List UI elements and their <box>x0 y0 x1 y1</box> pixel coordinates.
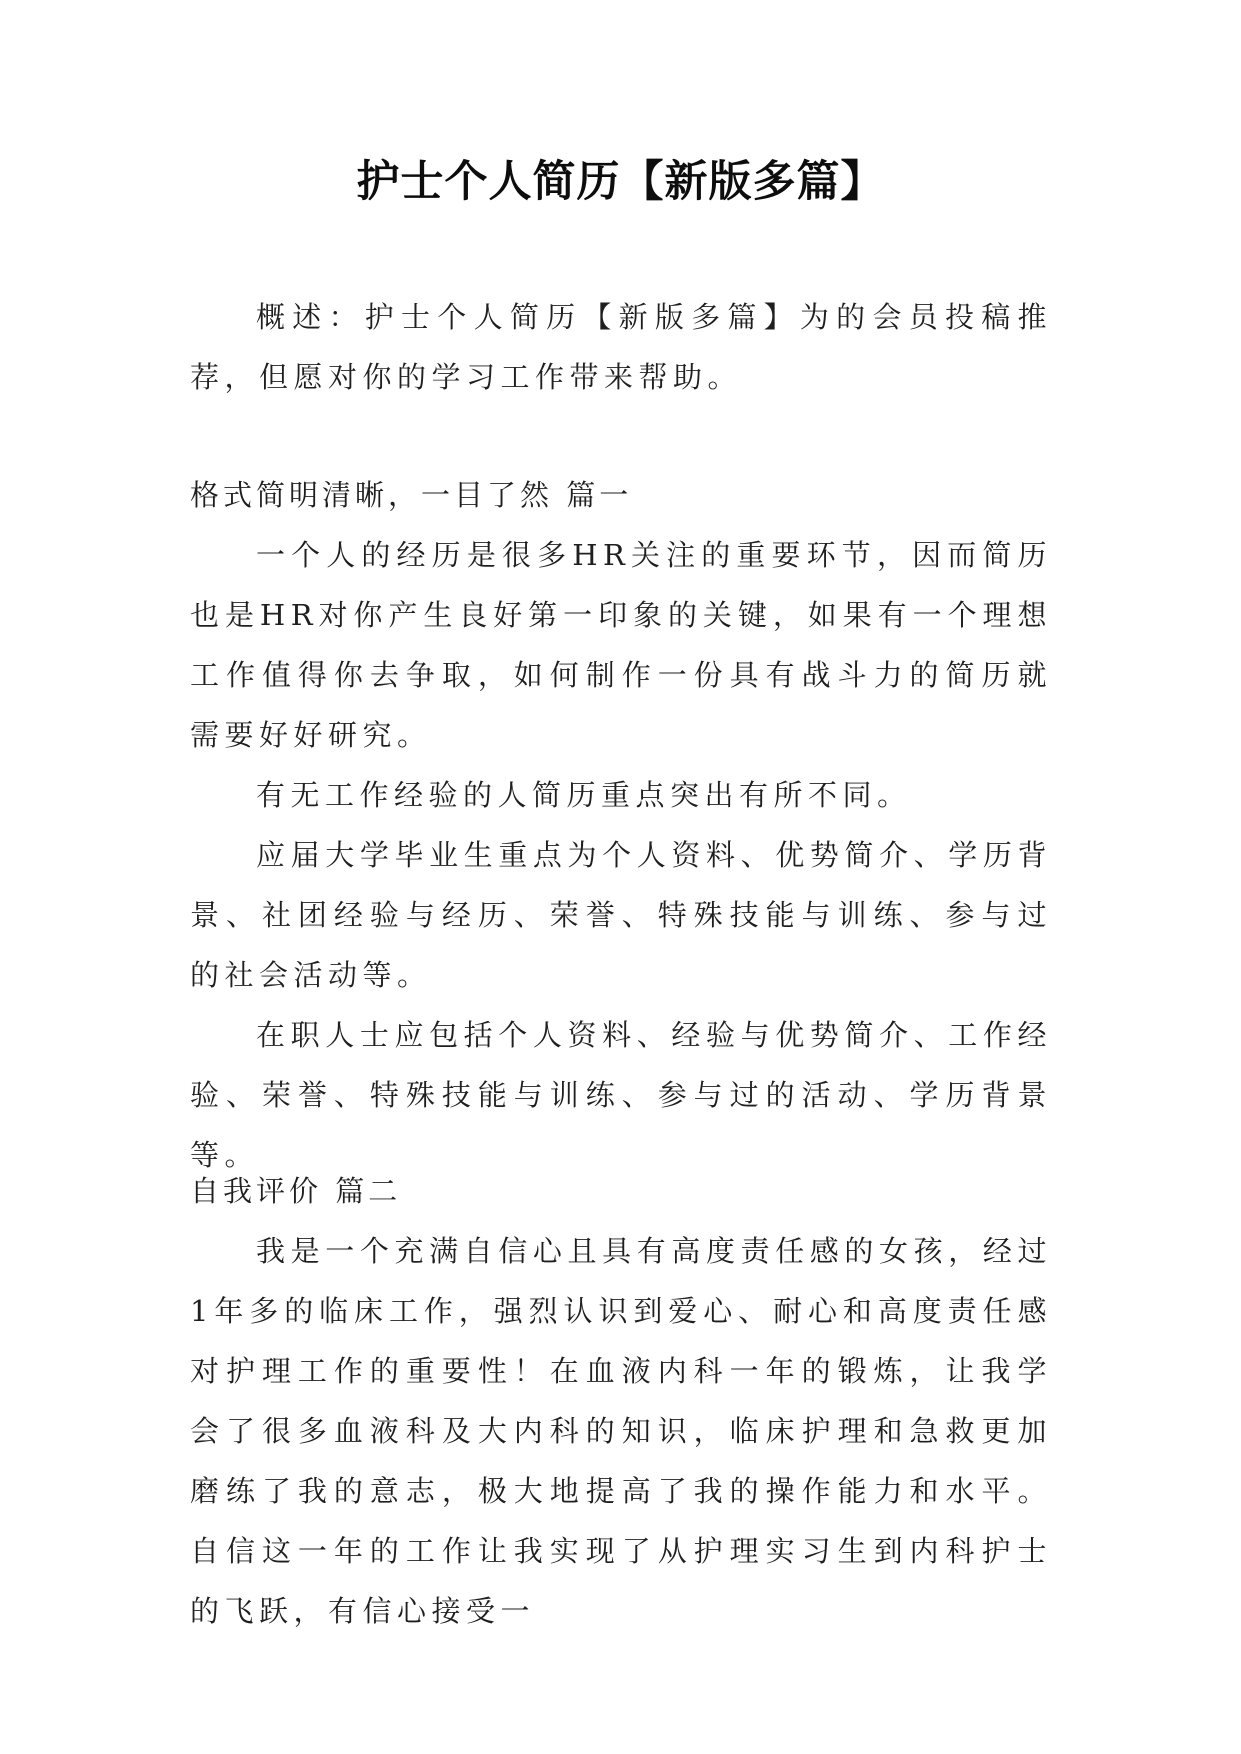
section-1 <box>190 465 1052 1185</box>
paragraph: 在职人士应包括个人资料、经验与优势简介、工作经验、荣誉、特殊技能与训练、参与过的活动、学历背景等。 <box>190 1018 1052 1172</box>
summary-paragraph: 概述：护士个人简历【新版多篇】为的会员投稿推荐，但愿对你的学习工作带来帮助。 <box>190 300 1052 394</box>
paragraph: 一个人的经历是很多HR关注的重要环节，因而简历也是HR对你产生良好第一印象的关键，如果有一个理想工作值得你去争取，如何制作一份具有战斗力的简历就需要好好研究。 <box>190 538 1052 752</box>
paragraph: 我是一个充满自信心且具有高度责任感的女孩，经过1年多的临床工作，强烈认识到爱心、耐心和高度责任感对护理工作的重要性！在血液内科一年的锻炼，让我学会了很多血液科及大内科的知识，临床护理和急救更加磨练了我的意志，极大地提高了我的操作能力和水平。自信这一年的工作让我实现了从护理实习生到内科护士的飞跃，有信心接受一 <box>190 1234 1052 1628</box>
section-heading: 格式简明清晰，一目了然 篇一 <box>190 478 633 512</box>
section-heading: 自我评价 篇二 <box>190 1174 402 1208</box>
paragraph: 有无工作经验的人简历重点突出有所不同。 <box>256 778 912 812</box>
paragraph: 应届大学毕业生重点为个人资料、优势简介、学历背景、社团经验与经历、荣誉、特殊技能与训练、参与过的社会活动等。 <box>190 838 1052 992</box>
section-2 <box>190 1161 1052 1641</box>
summary-block <box>190 287 1052 407</box>
document-title: 护士个人简历【新版多篇】 <box>356 157 885 207</box>
